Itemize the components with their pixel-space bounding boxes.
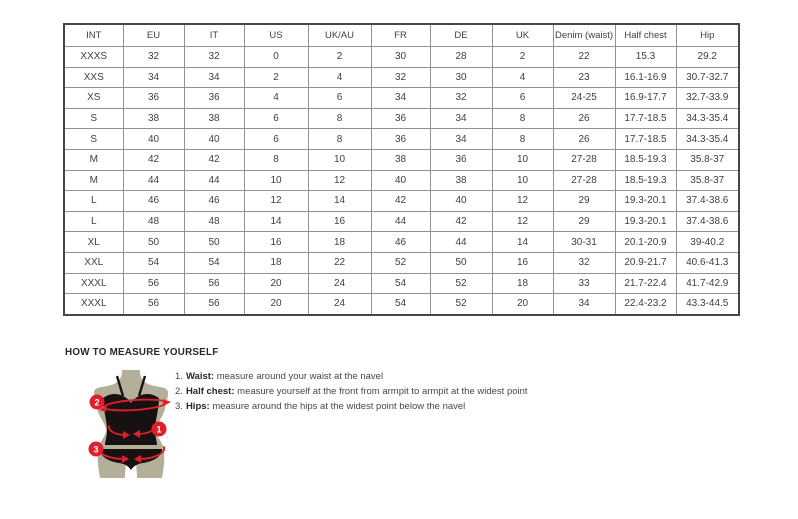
table-cell: 36: [123, 88, 184, 109]
table-row: [64, 211, 739, 232]
step-number: 1.: [175, 371, 183, 382]
table-cell: 12: [244, 191, 308, 212]
table-cell: XL: [64, 232, 123, 253]
table-cell: 50: [430, 252, 492, 273]
table-cell: L: [64, 211, 123, 232]
table-cell: 32: [123, 47, 184, 68]
table-cell: 30.7-32.7: [676, 67, 739, 88]
table-cell: 40.6-41.3: [676, 252, 739, 273]
table-cell: XXXL: [64, 294, 123, 315]
mannequin-illustration: [78, 369, 190, 481]
table-row: [64, 294, 739, 315]
table-cell: 8: [308, 129, 371, 150]
measure-steps: [175, 369, 528, 414]
measure-step: [175, 384, 528, 399]
table-cell: 29: [553, 191, 615, 212]
table-cell: 2: [308, 47, 371, 68]
table-cell: 27-28: [553, 149, 615, 170]
table-cell: 34: [371, 88, 430, 109]
table-row: [64, 88, 739, 109]
table-cell: 16.9-17.7: [615, 88, 676, 109]
column-header: EU: [123, 24, 184, 47]
table-cell: 16.1-16.9: [615, 67, 676, 88]
table-cell: 4: [492, 67, 553, 88]
table-cell: 12: [492, 191, 553, 212]
table-row: [64, 129, 739, 150]
measure-step: [175, 399, 528, 414]
table-cell: M: [64, 149, 123, 170]
table-cell: 19.3-20.1: [615, 191, 676, 212]
table-cell: 37.4-38.6: [676, 191, 739, 212]
table-cell: 56: [184, 294, 244, 315]
table-cell: S: [64, 108, 123, 129]
table-cell: 52: [430, 273, 492, 294]
table-cell: 22: [308, 252, 371, 273]
table-cell: L: [64, 191, 123, 212]
table-cell: 8: [244, 149, 308, 170]
step-label: Half chest:: [185, 386, 235, 397]
table-cell: 34.3-35.4: [676, 129, 739, 150]
table-row: [64, 47, 739, 68]
column-header: IT: [184, 24, 244, 47]
table-cell: 54: [184, 252, 244, 273]
step-text: measure around the hips at the widest point below the navel: [212, 401, 466, 412]
table-cell: M: [64, 170, 123, 191]
table-row: [64, 149, 739, 170]
table-cell: 23: [553, 67, 615, 88]
step-number: 2.: [175, 386, 183, 397]
table-cell: 21.7-22.4: [615, 273, 676, 294]
table-cell: 4: [308, 67, 371, 88]
table-cell: 17.7-18.5: [615, 108, 676, 129]
column-header: UK: [492, 24, 553, 47]
table-header-row: [64, 24, 739, 47]
table-cell: 56: [184, 273, 244, 294]
table-cell: 42: [430, 211, 492, 232]
table-cell: 32: [430, 88, 492, 109]
table-cell: 20: [244, 294, 308, 315]
table-cell: 46: [184, 191, 244, 212]
table-cell: 20.1-20.9: [615, 232, 676, 253]
table-cell: 20: [244, 273, 308, 294]
column-header: Half chest: [615, 24, 676, 47]
table-cell: 44: [430, 232, 492, 253]
table-cell: 56: [123, 294, 184, 315]
table-cell: 15.3: [615, 47, 676, 68]
column-header: DE: [430, 24, 492, 47]
table-cell: 30: [430, 67, 492, 88]
table-cell: 6: [244, 108, 308, 129]
table-cell: XXS: [64, 67, 123, 88]
column-header: FR: [371, 24, 430, 47]
table-cell: 34: [184, 67, 244, 88]
table-cell: 52: [430, 294, 492, 315]
table-cell: 44: [371, 211, 430, 232]
table-cell: 22.4-23.2: [615, 294, 676, 315]
step-text: measure around your waist at the navel: [216, 371, 384, 382]
size-chart-table: [63, 23, 740, 316]
table-cell: 20: [492, 294, 553, 315]
table-cell: 39-40.2: [676, 232, 739, 253]
measure-figure: [78, 369, 190, 481]
table-cell: 43.3-44.5: [676, 294, 739, 315]
table-cell: 18: [308, 232, 371, 253]
table-cell: 14: [308, 191, 371, 212]
table-cell: 26: [553, 108, 615, 129]
table-cell: 54: [123, 252, 184, 273]
marker-waist: [152, 422, 167, 437]
table-cell: 42: [371, 191, 430, 212]
measure-section-title: HOW TO MEASURE YOURSELF: [65, 347, 219, 358]
table-cell: 29.2: [676, 47, 739, 68]
table-cell: 24: [308, 273, 371, 294]
table-row: [64, 191, 739, 212]
column-header: UK/AU: [308, 24, 371, 47]
table-cell: 12: [492, 211, 553, 232]
table-cell: 2: [492, 47, 553, 68]
table-cell: 10: [492, 149, 553, 170]
table-cell: 8: [492, 108, 553, 129]
table-cell: 27-28: [553, 170, 615, 191]
table-cell: 8: [308, 108, 371, 129]
table-cell: 38: [430, 170, 492, 191]
table-cell: 29: [553, 211, 615, 232]
marker-chest: [90, 395, 105, 410]
table-cell: 34: [553, 294, 615, 315]
table-cell: 34.3-35.4: [676, 108, 739, 129]
table-cell: 16: [244, 232, 308, 253]
table-cell: 4: [244, 88, 308, 109]
table-cell: 18: [244, 252, 308, 273]
table-cell: XS: [64, 88, 123, 109]
table-cell: 35.8-37: [676, 170, 739, 191]
table-cell: 10: [308, 149, 371, 170]
table-cell: 18.5-19.3: [615, 170, 676, 191]
table-cell: 32: [184, 47, 244, 68]
table-cell: 16: [492, 252, 553, 273]
table-cell: S: [64, 129, 123, 150]
table-row: [64, 108, 739, 129]
table-cell: 0: [244, 47, 308, 68]
table-row: [64, 232, 739, 253]
table-cell: 54: [371, 273, 430, 294]
table-cell: 44: [184, 170, 244, 191]
table-cell: 37.4-38.6: [676, 211, 739, 232]
column-header: INT: [64, 24, 123, 47]
table-row: [64, 252, 739, 273]
table-cell: 36: [430, 149, 492, 170]
column-header: US: [244, 24, 308, 47]
step-label: Hips:: [185, 401, 210, 412]
table-cell: 14: [492, 232, 553, 253]
table-cell: 34: [430, 108, 492, 129]
table-cell: 56: [123, 273, 184, 294]
table-cell: 16: [308, 211, 371, 232]
table-cell: 32: [553, 252, 615, 273]
step-number: 3.: [175, 401, 183, 412]
table-row: [64, 273, 739, 294]
table-cell: 6: [308, 88, 371, 109]
table-cell: 42: [184, 149, 244, 170]
table-cell: 48: [123, 211, 184, 232]
table-cell: 19.3-20.1: [615, 211, 676, 232]
table-cell: 36: [184, 88, 244, 109]
table-cell: 32: [371, 67, 430, 88]
table-row: [64, 170, 739, 191]
table-cell: 46: [123, 191, 184, 212]
table-cell: 40: [430, 191, 492, 212]
step-label: Waist:: [185, 371, 215, 382]
marker-number: 2: [94, 397, 100, 408]
table-cell: 30: [371, 47, 430, 68]
table-cell: 12: [308, 170, 371, 191]
measure-step: [175, 369, 528, 384]
table-cell: 17.7-18.5: [615, 129, 676, 150]
table-cell: 18: [492, 273, 553, 294]
table-cell: 41.7-42.9: [676, 273, 739, 294]
table-cell: 22: [553, 47, 615, 68]
table-cell: 6: [492, 88, 553, 109]
table-cell: 38: [184, 108, 244, 129]
table-cell: 26: [553, 129, 615, 150]
table-cell: 30-31: [553, 232, 615, 253]
table-cell: 24-25: [553, 88, 615, 109]
table-cell: 28: [430, 47, 492, 68]
table-cell: 6: [244, 129, 308, 150]
table-cell: 50: [184, 232, 244, 253]
table-cell: 40: [371, 170, 430, 191]
table-cell: 32.7-33.9: [676, 88, 739, 109]
table-cell: 38: [123, 108, 184, 129]
column-header: Denim (waist): [553, 24, 615, 47]
table-cell: 38: [371, 149, 430, 170]
table-cell: XXL: [64, 252, 123, 273]
table-cell: 34: [123, 67, 184, 88]
marker-number: 1: [156, 424, 162, 435]
table-cell: 24: [308, 294, 371, 315]
table-cell: 36: [371, 108, 430, 129]
table-cell: 46: [371, 232, 430, 253]
table-cell: 54: [371, 294, 430, 315]
table-cell: 44: [123, 170, 184, 191]
table-cell: 50: [123, 232, 184, 253]
table-cell: 36: [371, 129, 430, 150]
table-cell: 14: [244, 211, 308, 232]
table-cell: XXXL: [64, 273, 123, 294]
table-cell: 40: [184, 129, 244, 150]
step-text: measure yourself at the front from armpit to armpit at the widest point: [237, 386, 528, 397]
table-cell: 20.9-21.7: [615, 252, 676, 273]
table-cell: 34: [430, 129, 492, 150]
marker-number: 3: [93, 444, 99, 455]
table-cell: 10: [492, 170, 553, 191]
table-cell: 42: [123, 149, 184, 170]
marker-hips: [89, 442, 104, 457]
table-cell: 33: [553, 273, 615, 294]
table-row: [64, 67, 739, 88]
column-header: Hip: [676, 24, 739, 47]
table-cell: 10: [244, 170, 308, 191]
table-cell: 8: [492, 129, 553, 150]
table-cell: 35.8-37: [676, 149, 739, 170]
table-cell: 48: [184, 211, 244, 232]
table-cell: 18.5-19.3: [615, 149, 676, 170]
table-cell: XXXS: [64, 47, 123, 68]
table-cell: 2: [244, 67, 308, 88]
table-cell: 52: [371, 252, 430, 273]
table-cell: 40: [123, 129, 184, 150]
